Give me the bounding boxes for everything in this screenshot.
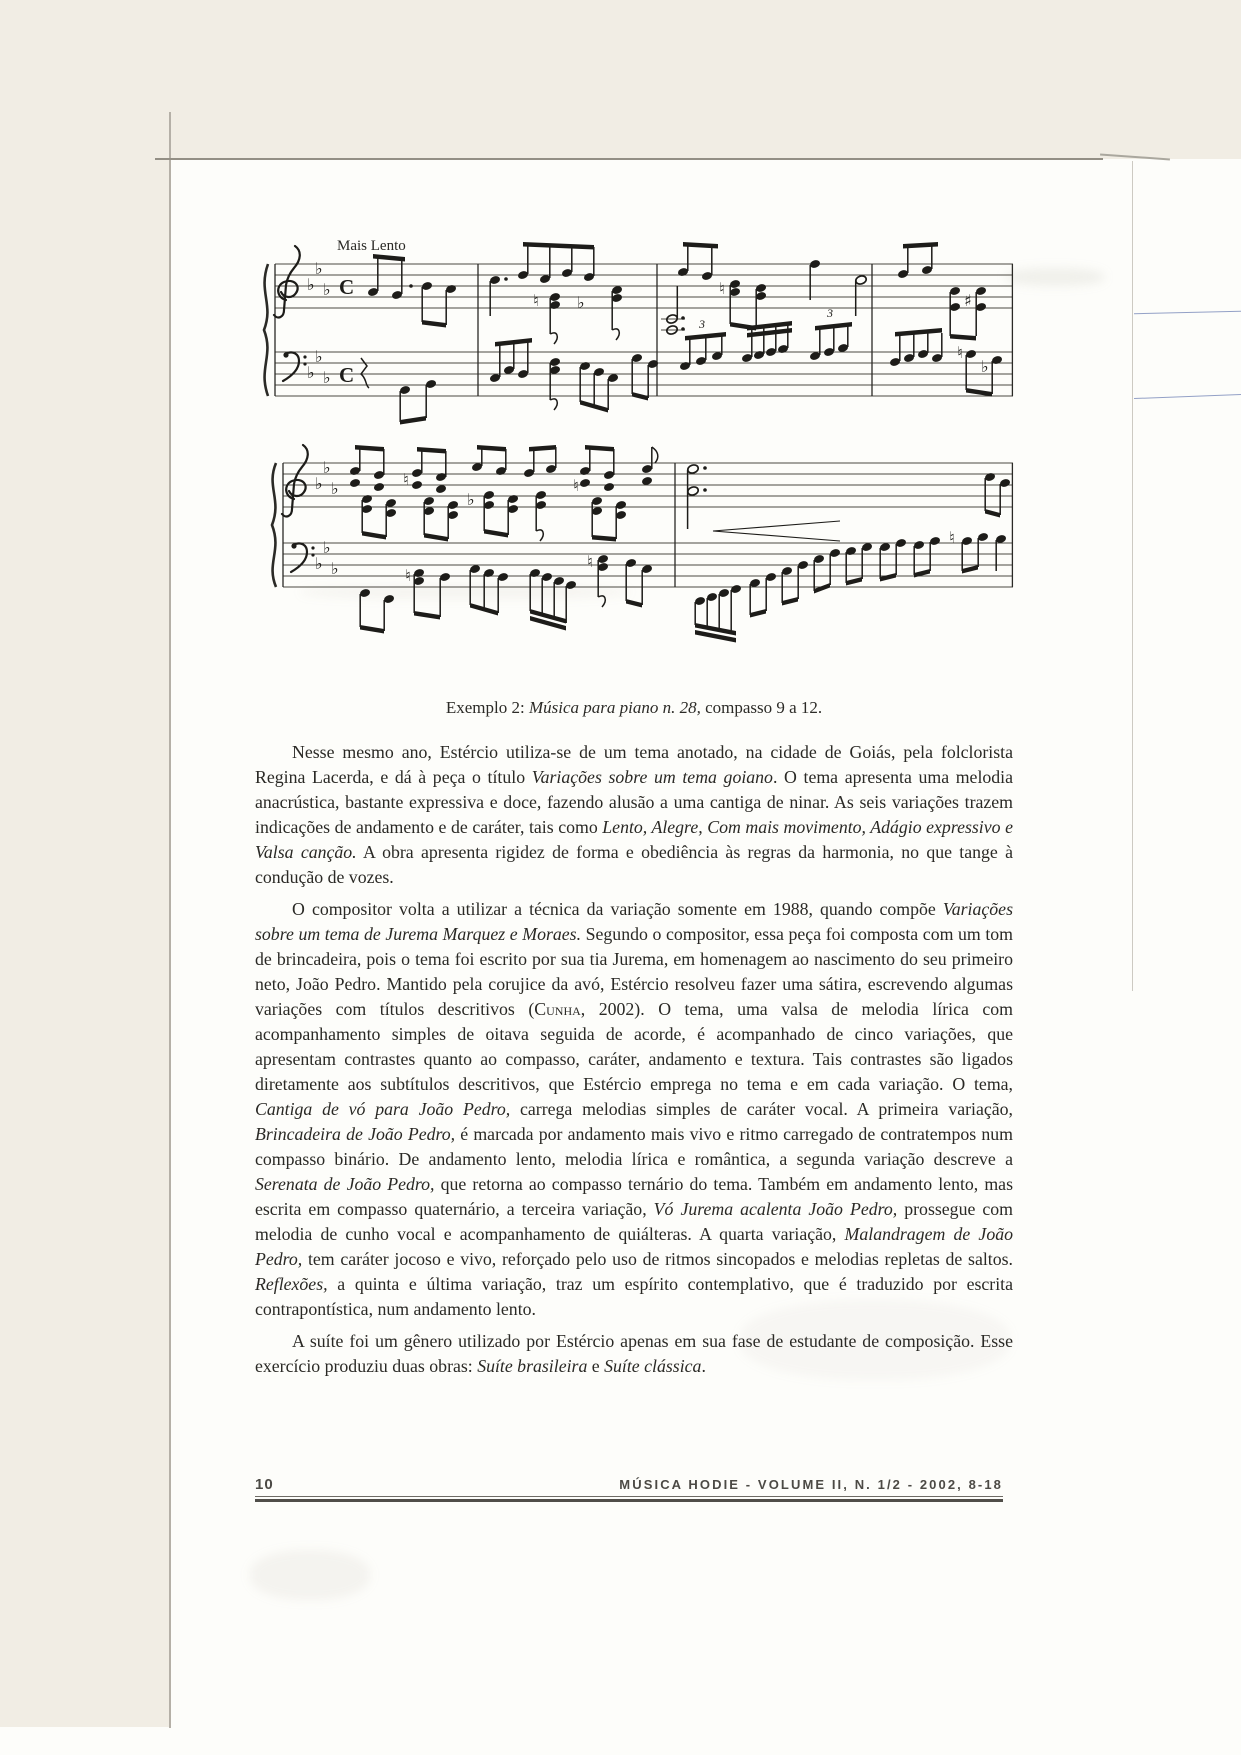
svg-text:♭: ♭ bbox=[577, 293, 585, 312]
page-top-edge-line bbox=[155, 158, 1103, 160]
paragraph: O compositor volta a utilizar a técnica da variação somente em 1988, quando compõe Variações sobre um tema de Jurema Marquez e Moraes. Segundo o compositor, essa peça foi composta com um tom de brincadeira, pois o tema foi escrito por sua tia Jurema, em homenagem ao nascimento do seu primeiro neto, João Pedro. Mantido pela corujice da avó, Estércio resolveu fazer uma sátira, escrevendo algumas variações com títulos descritivos (Cunha, 2002). O tema, uma valsa de melodia lírica com acompanhamento simples de oitava seguida de acorde, é acompanhado de cinco variações, que apresentam contrastes quanto ao compasso, caráter, andamento e textura. Tais contrastes são ligados diretamente aos subtítulos descritivos, que Estércio emprega no tema e em cada variação. O tema, Cantiga de vó para João Pedro, carrega melodias simples de caráter vocal. A primeira variação, Brincadeira de João Pedro, é marcada por andamento mais vivo e ritmo carregado de contratempos num compasso binário. De andamento lento, melodia lírica e romântica, a segunda variação descreve a Serenata de João Pedro, que retorna ao compasso ternário do tema. Também em andamento lento, mas escrita em compasso quaternário, a terceira variação, Vó Jurema acalenta João Pedro, prossegue com melodia de cunho vocal e acompanhamento de quiálteras. A quarta variação, Malandragem de João Pedro, tem caráter jocoso e vivo, reforçado pelo uso de ritmos sincopados e melodias repletas de saltos. Reflexões, a quinta e última variação, traz um espírito contemplativo, que é traduzido por escrita contrapontística, num andamento lento. bbox=[255, 899, 1014, 1319]
svg-text:♭: ♭ bbox=[467, 490, 475, 509]
figure-caption: Exemplo 2: Música para piano n. 28, compasso 9 a 12. bbox=[445, 698, 823, 717]
svg-text:♭: ♭ bbox=[981, 357, 989, 376]
treble-clef-icon bbox=[274, 246, 300, 317]
system-brace bbox=[272, 463, 276, 587]
svg-text:C: C bbox=[339, 363, 355, 387]
page-right-edge-line bbox=[1132, 161, 1133, 991]
svg-text:♮: ♮ bbox=[403, 470, 409, 489]
staff-lines bbox=[275, 264, 1013, 396]
sheet-music-system-1 bbox=[255, 238, 1015, 433]
scan-smudge bbox=[1005, 268, 1105, 286]
svg-text:♮: ♮ bbox=[587, 552, 593, 571]
crescendo-hairpin bbox=[713, 521, 840, 541]
page-left-edge-line bbox=[169, 112, 171, 1728]
footer-rule-thick bbox=[255, 1499, 1003, 1502]
svg-text:3: 3 bbox=[827, 306, 833, 320]
svg-text:♭: ♭ bbox=[323, 280, 331, 299]
article-body bbox=[255, 740, 1013, 1386]
svg-text:♮: ♮ bbox=[949, 528, 955, 547]
svg-text:♮: ♮ bbox=[957, 343, 963, 362]
svg-text:♭: ♭ bbox=[323, 538, 331, 557]
svg-text:♮: ♮ bbox=[719, 279, 725, 298]
key-signature-flats bbox=[315, 458, 339, 578]
svg-text:♭: ♭ bbox=[315, 474, 323, 493]
bass-clef-icon bbox=[291, 543, 315, 572]
bass-clef-icon bbox=[283, 352, 307, 381]
sheet-music-system-2 bbox=[255, 443, 1015, 648]
system-brace bbox=[264, 264, 268, 396]
bass-notes bbox=[359, 528, 1007, 643]
svg-text:♮: ♮ bbox=[533, 291, 539, 310]
svg-text:♭: ♭ bbox=[323, 458, 331, 477]
svg-text:♭: ♭ bbox=[315, 259, 323, 278]
svg-text:♮: ♮ bbox=[405, 566, 411, 585]
treble-notes bbox=[367, 242, 987, 344]
page-footer bbox=[255, 1476, 1003, 1502]
page-bottom-edge bbox=[0, 1727, 171, 1755]
bass-notes bbox=[361, 306, 1003, 425]
svg-text:C: C bbox=[339, 275, 355, 299]
svg-text:♭: ♭ bbox=[315, 554, 323, 573]
journal-running-title: MÚSICA HODIE - VOLUME II, N. 1/2 - 2002, 8-18 bbox=[619, 1477, 1003, 1492]
footer-rule-thin bbox=[255, 1496, 1003, 1497]
page-number: 10 bbox=[255, 1476, 274, 1493]
barlines bbox=[275, 264, 1012, 396]
svg-text:♭: ♭ bbox=[323, 368, 331, 387]
paragraph: Nesse mesmo ano, Estércio utiliza-se de um tema anotado, na cidade de Goiás, pela folclorista Regina Lacerda, e dá à peça o título Variações sobre um tema goiano. O tema apresenta uma melodia anacrústica, bastante expressiva e doce, fazendo alusão a uma cantiga de ninar. As seis variações trazem indicações de andamento e de caráter, tais como Lento, Alegre, Com mais movimento, Adágio expressivo e Valsa canção. A obra apresenta rigidez de forma e obediência às regras da harmonia, no que tange à condução de vozes. bbox=[255, 742, 1014, 887]
key-signature-flats bbox=[307, 259, 331, 387]
svg-text:3: 3 bbox=[699, 317, 705, 331]
svg-text:♮: ♮ bbox=[573, 476, 579, 495]
svg-text:♭: ♭ bbox=[315, 347, 323, 366]
svg-text:♯: ♯ bbox=[964, 291, 972, 310]
treble-notes bbox=[349, 445, 1011, 542]
svg-text:♭: ♭ bbox=[307, 363, 315, 382]
paragraph: A suíte foi um gênero utilizado por Estércio apenas em sua fase de estudante de composição. Esse exercício produziu duas obras: Suíte brasileira e Suíte clássica. bbox=[255, 1331, 1013, 1376]
tempo-marking: Mais Lento bbox=[337, 238, 406, 254]
svg-text:♭: ♭ bbox=[331, 479, 339, 498]
scan-smudge bbox=[250, 1550, 370, 1600]
svg-text:♭: ♭ bbox=[307, 275, 315, 294]
svg-text:♭: ♭ bbox=[331, 559, 339, 578]
time-signature bbox=[339, 275, 354, 387]
treble-clef-icon bbox=[282, 445, 308, 516]
